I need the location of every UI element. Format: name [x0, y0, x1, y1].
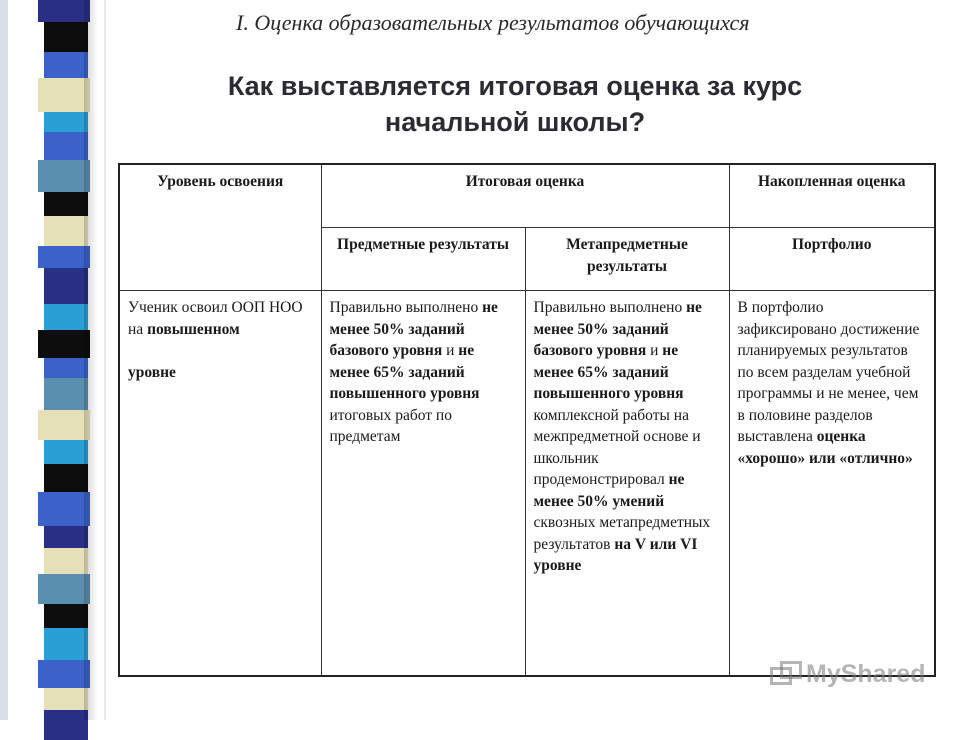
strip-block [44, 112, 88, 132]
strip-block [38, 660, 90, 688]
table-header-row [119, 164, 935, 228]
strip-block [38, 78, 90, 112]
strip-block [44, 710, 88, 740]
strip-block [44, 464, 88, 492]
cell-subject: Правильно выполнено не менее 50% заданий базового уровня и не менее 65% заданий повышенного уровня итоговых работ по предметам [321, 291, 525, 677]
strip-block [38, 246, 90, 268]
strip-block [44, 268, 88, 304]
strip-block [38, 574, 90, 604]
cell-meta: Правильно выполнено не менее 50% заданий базового уровня и не менее 65% заданий повышенного уровня комплексной работы на межпредметной основе и школьник продемонстрировал не менее 50% умений сквозных метапредметных результатов на V или VI уровне [525, 291, 729, 677]
strip-block [44, 22, 88, 52]
strip-block [44, 688, 88, 710]
strip-block [44, 526, 88, 548]
header-accumulated: Накопленная оценка [729, 164, 935, 228]
strip-block [44, 304, 88, 330]
strip-block [44, 132, 88, 160]
table-row [119, 291, 935, 677]
strip-block [38, 160, 90, 192]
cell-portfolio: В портфолио зафиксировано достижение планируемых результатов по всем разделам учебной программы и не менее, чем в половине разделов выставлена оценка «хорошо» или «отлично» [729, 291, 935, 677]
strip-block [44, 378, 88, 410]
header-final: Итоговая оценка [321, 164, 729, 228]
cell-level: Ученик освоил ООП НОО на повышенном уровне [119, 291, 321, 677]
myshared-logo-icon [770, 661, 800, 687]
assessment-table [118, 163, 936, 677]
strip-block [44, 604, 88, 628]
slide-title [120, 68, 910, 140]
strip-block [44, 628, 88, 660]
strip-block [44, 52, 88, 78]
title-line-2: начальной школы? [384, 107, 646, 137]
title-line-1: Как выставляется итоговая оценка за курс [227, 71, 803, 101]
header-meta: Метапредметные результаты [525, 228, 729, 291]
header-level: Уровень освоения [119, 164, 321, 291]
strip-edge [104, 0, 106, 720]
strip-block [38, 0, 90, 22]
strip-block [38, 330, 90, 358]
strip-shadow [84, 0, 98, 720]
header-subject: Предметные результаты [321, 228, 525, 291]
strip-left-band [0, 0, 8, 720]
strip-block [44, 192, 88, 216]
strip-block [44, 358, 88, 378]
slide-subtitle: I. Оценка образовательных результатов обучающихся [236, 10, 750, 35]
strip-block [44, 216, 88, 246]
header-portfolio: Портфолио [729, 228, 935, 291]
strip-block [38, 492, 90, 526]
watermark-text: MyShared [806, 659, 926, 688]
watermark [770, 656, 930, 692]
strip-block [44, 440, 88, 464]
strip-block [44, 548, 88, 574]
strip-block [38, 410, 90, 440]
